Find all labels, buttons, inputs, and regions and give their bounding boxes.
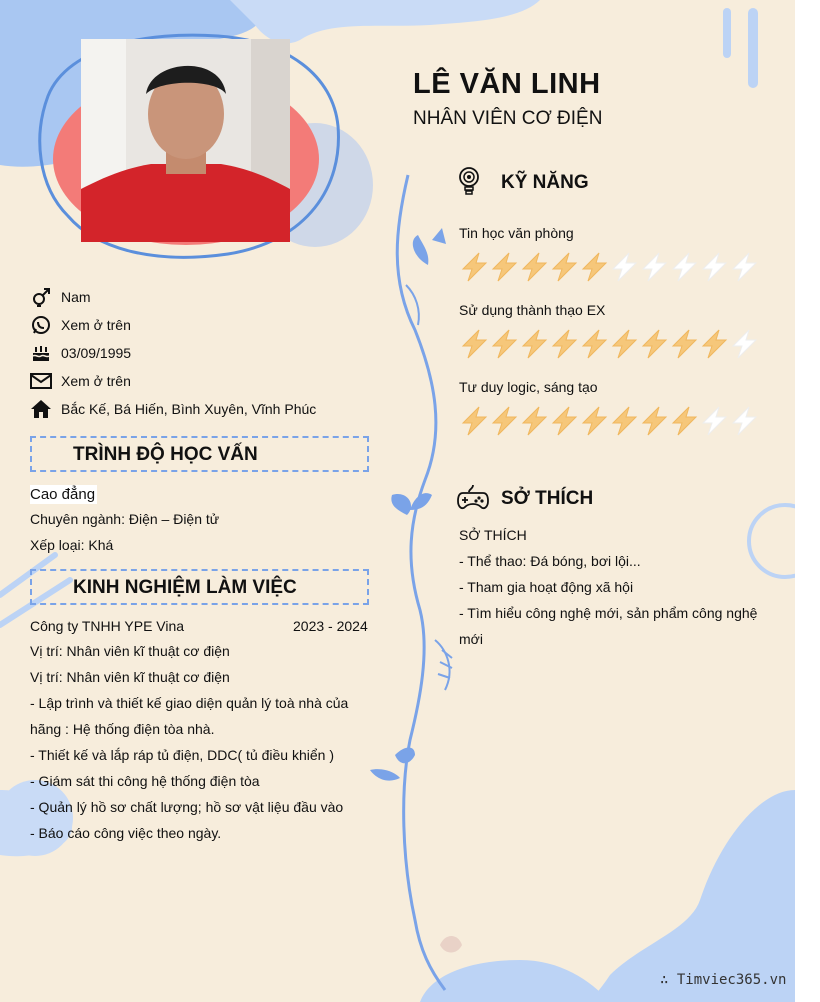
education-heading: TRÌNH ĐỘ HỌC VẤN: [73, 444, 258, 465]
rating-bolt-filled-icon: [553, 253, 576, 281]
skill-rating-1: [459, 328, 769, 360]
experience-line: Vị trí: Nhân viên kĩ thuật cơ điện: [30, 643, 230, 659]
contact-phone: [30, 313, 131, 337]
gender-text: Nam: [61, 289, 91, 305]
email-text: Xem ở trên: [61, 373, 131, 389]
birthday-cake-icon: [30, 342, 52, 364]
skills-heading: KỸ NĂNG: [501, 172, 589, 193]
experience-line: - Quản lý hồ sơ chất lượng; hồ sơ vật liệu đầu vào: [30, 799, 344, 815]
rating-bolt-filled-icon: [583, 407, 606, 435]
phone-text: Xem ở trên: [61, 317, 131, 333]
rating-bolt-filled-icon: [523, 330, 546, 358]
experience-line: - Thiết kế và lắp ráp tủ điện, DDC( tủ điều khiển ): [30, 747, 335, 763]
avatar: [81, 39, 290, 242]
hobby-line: - Tìm hiểu công nghệ mới, sản phẩm công nghệ: [459, 605, 758, 621]
skill-name: Tin học văn phòng: [459, 225, 574, 241]
skill-rating-0: [459, 251, 769, 283]
rating-bolt-filled-icon: [583, 330, 606, 358]
lightbulb-icon: [456, 166, 482, 201]
hobbies-subheading: SỞ THÍCH: [459, 527, 527, 543]
rating-bolt-filled-icon: [643, 407, 666, 435]
rating-bolt-filled-icon: [673, 407, 696, 435]
skill-name: Sử dụng thành thạo EX: [459, 302, 606, 318]
rating-bolt-filled-icon: [673, 330, 696, 358]
rating-bolt-empty-icon: [673, 253, 696, 281]
rating-bolt-filled-icon: [463, 253, 486, 281]
rating-bolt-filled-icon: [493, 407, 516, 435]
skill-rating-2: [459, 405, 769, 437]
rating-bolt-filled-icon: [463, 330, 486, 358]
candidate-name: LÊ VĂN LINH: [413, 68, 601, 100]
rating-bolt-filled-icon: [553, 330, 576, 358]
experience-line: hãng : Hệ thống điện tòa nhà.: [30, 721, 215, 737]
rating-bolt-empty-icon: [733, 253, 756, 281]
rating-bolt-empty-icon: [733, 330, 756, 358]
rating-bolt-filled-icon: [703, 330, 726, 358]
rating-bolt-filled-icon: [463, 407, 486, 435]
avatar-person-icon: [81, 39, 290, 242]
rating-bolt-filled-icon: [523, 253, 546, 281]
experience-heading-box: [30, 569, 369, 605]
rating-bolt-filled-icon: [523, 407, 546, 435]
education-grade: Xếp loại: Khá: [30, 537, 114, 553]
education-level: Cao đẳng: [30, 486, 96, 503]
rating-bolt-filled-icon: [613, 330, 636, 358]
rating-bolt-filled-icon: [493, 330, 516, 358]
rating-bolt-filled-icon: [643, 330, 666, 358]
contact-email: [30, 369, 131, 393]
hobby-line: - Tham gia hoạt động xã hội: [459, 579, 634, 595]
address-text: Bắc Kế, Bá Hiến, Bình Xuyên, Vĩnh Phúc: [61, 401, 317, 417]
brand-watermark: ∴ Timviec365.vn: [660, 972, 787, 988]
education-major: Chuyên ngành: Điện – Điện tử: [30, 511, 220, 527]
rating-bolt-filled-icon: [553, 407, 576, 435]
gamepad-icon: [457, 483, 489, 518]
experience-line: - Lập trình và thiết kế giao diện quản lý toà nhà của: [30, 695, 349, 711]
rating-bolt-empty-icon: [703, 253, 726, 281]
job-title: NHÂN VIÊN CƠ ĐIỆN: [413, 108, 603, 129]
envelope-icon: [30, 370, 52, 392]
experience-line: Vị trí: Nhân viên kĩ thuật cơ điện: [30, 669, 230, 685]
gender-icon: [30, 286, 52, 308]
experience-line: - Báo cáo công việc theo ngày.: [30, 825, 222, 841]
hobby-line: mới: [459, 631, 483, 647]
rating-bolt-filled-icon: [583, 253, 606, 281]
rating-bolt-empty-icon: [643, 253, 666, 281]
hobbies-heading: SỞ THÍCH: [501, 488, 594, 509]
whatsapp-icon: [30, 314, 52, 336]
contact-address: [30, 397, 316, 421]
experience-period: 2023 - 2024: [293, 618, 368, 634]
skill-name: Tư duy logic, sáng tạo: [459, 379, 598, 395]
birthday-text: 03/09/1995: [61, 345, 132, 361]
contact-birthday: [30, 341, 131, 365]
experience-company: Công ty TNHH YPE Vina: [30, 618, 185, 634]
rating-bolt-filled-icon: [493, 253, 516, 281]
home-icon: [30, 398, 52, 420]
rating-bolt-empty-icon: [733, 407, 756, 435]
rating-bolt-empty-icon: [703, 407, 726, 435]
education-heading-box: [30, 436, 369, 472]
rating-bolt-empty-icon: [613, 253, 636, 281]
experience-line: - Giám sát thi công hệ thống điện tòa: [30, 773, 260, 789]
hobby-line: - Thể thao: Đá bóng, bơi lội...: [459, 553, 641, 569]
rating-bolt-filled-icon: [613, 407, 636, 435]
experience-heading: KINH NGHIỆM LÀM VIỆC: [73, 577, 297, 598]
contact-gender: [30, 285, 91, 309]
